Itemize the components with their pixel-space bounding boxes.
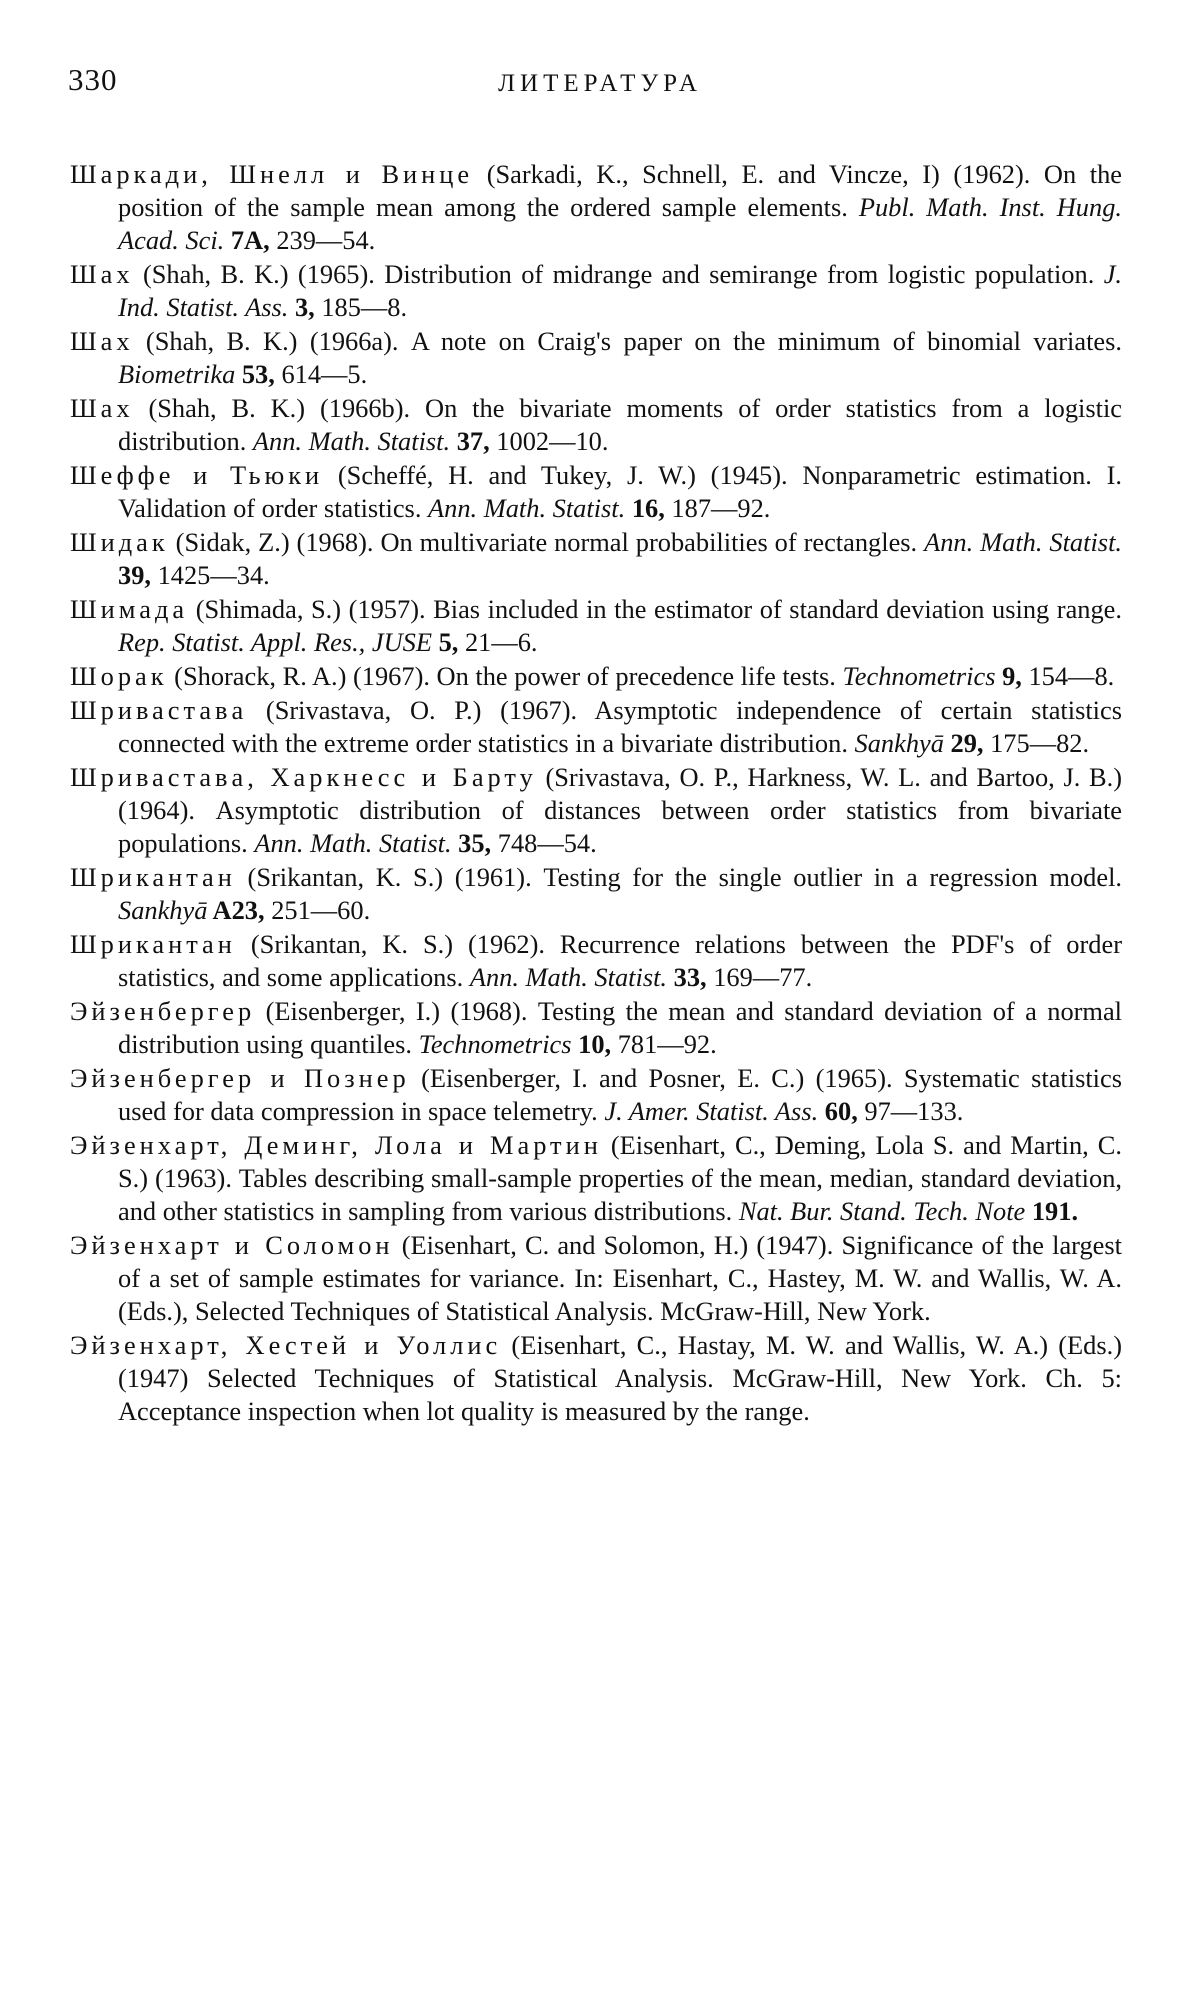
reference-pages: 781—92.: [611, 1029, 717, 1059]
reference-volume: 9,: [995, 661, 1022, 691]
reference-pages: 97—133.: [857, 1096, 964, 1126]
reference-author: Шрикантан: [70, 929, 236, 959]
reference-pages: 187—92.: [664, 493, 771, 523]
reference-author: Шах: [70, 326, 134, 356]
reference-list: [70, 158, 1122, 1429]
reference-journal: Ann. Math. Statist.: [254, 828, 452, 858]
reference-journal: Sankhyā: [118, 895, 208, 925]
reference-body: (Scheffé, H. and Tukey, J. W.) (1945). Nonparametric estimation. I. Validation of order statistics.: [118, 460, 1123, 523]
reference-author: Шимада: [70, 594, 189, 624]
reference-journal: Biometrika: [118, 359, 236, 389]
reference-volume: 60,: [818, 1096, 858, 1126]
reference-journal: Nat. Bur. Stand. Tech. Note: [738, 1196, 1026, 1226]
reference-body: (Eisenberger, I. and Posner, E. C.) (1965). Systematic statistics used for data compression in space telemetry.: [118, 1063, 1122, 1126]
reference-volume: 29,: [943, 728, 984, 758]
reference-volume: A23,: [207, 895, 265, 925]
reference-author: Шеффе и Тьюки: [70, 460, 324, 490]
reference-volume: 5,: [431, 627, 459, 657]
reference-entry: [70, 1229, 1122, 1328]
reference-author: Шриваставa: [70, 695, 248, 725]
reference-pages: 175—82.: [983, 728, 1090, 758]
reference-volume: 7A,: [224, 225, 270, 255]
reference-body: (Sidak, Z.) (1968). On multivariate normal probabilities of rectangles.: [168, 527, 925, 557]
reference-journal: Rep. Statist. Appl. Res., JUSE: [118, 627, 432, 657]
reference-author: Эйзенбергер и Познер: [70, 1063, 410, 1093]
reference-body: (Shah, B. K.) (1966a). A note on Craig's paper on the minimum of binomial variates.: [133, 326, 1122, 356]
reference-volume: 191.: [1025, 1196, 1079, 1226]
reference-journal: Technometrics: [842, 661, 996, 691]
reference-body: (Eisenhart, C., Hastay, M. W. and Wallis, W. A.) (Eds.) (1947) Selected Techniques of Statistical Analysis. McGraw-Hill, New York. Ch. 5: Acceptance inspection when lot quality is measured by the range.: [118, 1330, 1122, 1426]
reference-volume: 37,: [450, 426, 490, 456]
reference-volume: 35,: [451, 828, 492, 858]
reference-volume: 10,: [571, 1029, 612, 1059]
reference-body: (Eisenberger, I.) (1968). Testing the mean and standard deviation of a normal distribution using quantiles.: [118, 996, 1122, 1059]
reference-entry: [70, 459, 1122, 525]
reference-author: Шаркади, Шнелл и Винце: [70, 159, 474, 189]
reference-author: Шидак: [70, 527, 169, 557]
reference-journal: Ann. Math. Statist.: [469, 962, 668, 992]
reference-pages: 185—8.: [314, 292, 408, 322]
reference-entry: [70, 158, 1122, 257]
reference-entry: [70, 761, 1122, 860]
reference-author: Шорак: [70, 661, 168, 691]
reference-author: Эйзенбергер: [70, 996, 256, 1026]
reference-entry: [70, 694, 1122, 760]
reference-body: (Srivastava, O. P.) (1967). Asymptotic independence of certain statistics connected with the extreme order statistics in a bivariate distribution.: [118, 695, 1122, 758]
reference-pages: 1002—10.: [489, 426, 609, 456]
reference-body: (Srivastava, O. P., Harkness, W. L. and Bartoo, J. B.) (1964). Asymptotic distribution of distances between order statistics from bivariate populations.: [118, 762, 1122, 858]
reference-entry: [70, 1329, 1122, 1428]
reference-pages: 614—5.: [274, 359, 368, 389]
reference-author: Шрикантан: [70, 862, 236, 892]
reference-volume: 53,: [235, 359, 275, 389]
reference-entry: [70, 258, 1122, 324]
reference-journal: Ann. Math. Statist.: [252, 426, 451, 456]
reference-pages: 748—54.: [491, 828, 597, 858]
reference-entry: [70, 1129, 1122, 1228]
reference-author: Эйзенхарт, Деминг, Лола и Мартин: [70, 1130, 602, 1160]
reference-pages: 251—60.: [264, 895, 371, 925]
reference-journal: Technometrics: [418, 1029, 572, 1059]
reference-body: (Eisenhart, C. and Solomon, H.) (1947). Significance of the largest of a set of sample estimates for variance. In: Eisenhart, C., Hastey, M. W. and Wallis, W. A. (Eds.), Selected Techniques of Statistical Analysis. McGraw-Hill, New York.: [118, 1230, 1122, 1326]
reference-author: Шах: [70, 259, 134, 289]
reference-author: Шриваставa, Харкнесс и Барту: [70, 762, 537, 792]
reference-journal: Sankhyā: [854, 728, 944, 758]
reference-body: (Shimada, S.) (1957). Bias included in the estimator of standard deviation using range.: [188, 594, 1122, 624]
reference-entry: [70, 660, 1122, 693]
reference-volume: 16,: [625, 493, 665, 523]
reference-body: (Srikantan, K. S.) (1961). Testing for the single outlier in a regression model.: [235, 862, 1122, 892]
reference-author: Эйзенхарт, Хестей и Уоллис: [70, 1330, 502, 1360]
reference-entry: [70, 593, 1122, 659]
reference-pages: 169—77.: [706, 962, 813, 992]
reference-body: (Shah, B. K.) (1966b). On the bivariate moments of order statistics from a logistic distribution.: [118, 393, 1122, 456]
reference-journal: J. Amer. Statist. Ass.: [604, 1096, 819, 1126]
reference-author: Эйзенхарт и Соломон: [70, 1230, 394, 1260]
reference-journal: Ann. Math. Statist.: [924, 527, 1122, 557]
reference-body: (Eisenhart, C., Deming, Lola S. and Martin, C. S.) (1963). Tables describing small-sample properties of the mean, median, standard deviation, and other statistics in sampling from various distributions.: [118, 1130, 1122, 1226]
reference-entry: [70, 928, 1122, 994]
reference-volume: 33,: [667, 962, 707, 992]
reference-pages: 239—54.: [269, 225, 376, 255]
running-head: ЛИТЕРАТУРА: [498, 70, 702, 97]
reference-journal: Ann. Math. Statist.: [428, 493, 626, 523]
reference-entry: [70, 325, 1122, 391]
page-number: 330: [68, 62, 118, 97]
reference-entry: [70, 995, 1122, 1061]
reference-entry: [70, 392, 1122, 458]
reference-volume: 39,: [118, 560, 151, 590]
reference-entry: [70, 526, 1122, 592]
reference-entry: [70, 1062, 1122, 1128]
reference-journal: Publ. Math. Inst. Hung. Acad. Sci.: [118, 192, 1122, 255]
reference-author: Шах: [70, 393, 134, 423]
reference-body: (Sarkadi, K., Schnell, E. and Vincze, I) (1962). On the position of the sample mean among the ordered sample elements.: [118, 159, 1122, 222]
reference-pages: 21—6.: [458, 627, 538, 657]
reference-volume: 3,: [288, 292, 315, 322]
reference-pages: 154—8.: [1021, 661, 1115, 691]
reference-body: (Srikantan, K. S.) (1962). Recurrence relations between the PDF's of order statistics, and some applications.: [118, 929, 1122, 992]
reference-body: (Shorack, R. A.) (1967). On the power of precedence life tests.: [167, 661, 843, 691]
reference-body: (Shah, B. K.) (1965). Distribution of midrange and semirange from logistic population.: [133, 259, 1104, 289]
reference-entry: [70, 861, 1122, 927]
reference-pages: 1425—34.: [151, 560, 270, 590]
reference-journal: J. Ind. Statist. Ass.: [118, 259, 1122, 322]
